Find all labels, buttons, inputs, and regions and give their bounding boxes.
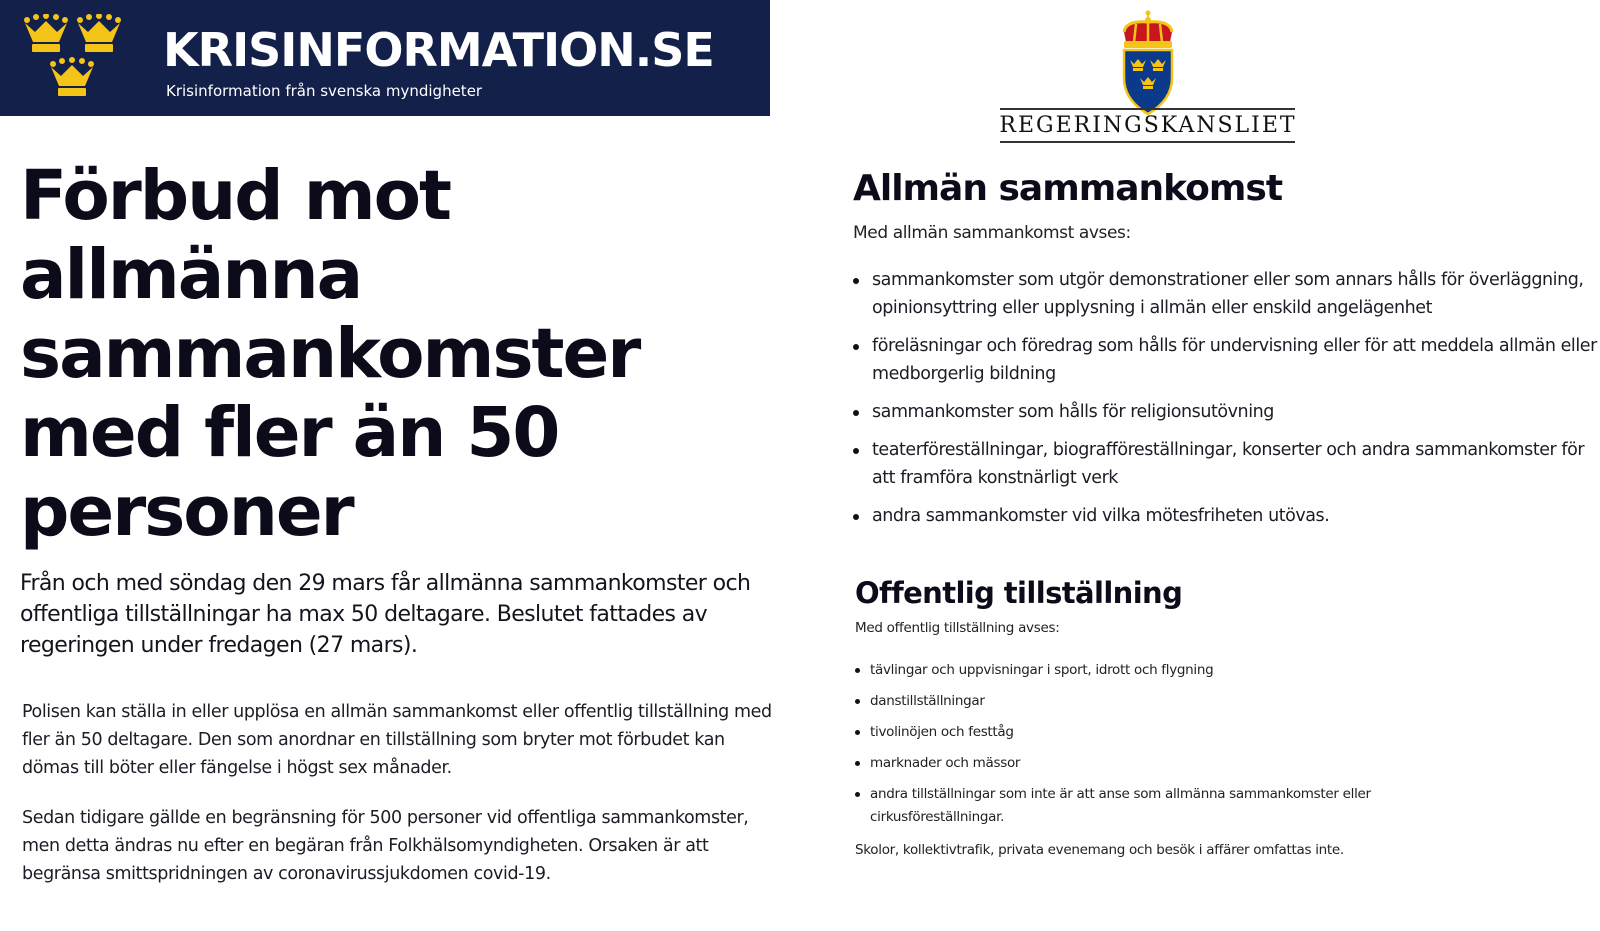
article-headline: Förbud mot allmänna sammankomster med fler än 50 personer (20, 156, 640, 552)
list-item: tävlingar och uppvisningar i sport, idrott och flygning (855, 659, 1415, 682)
section-intro-public: Med offentlig tillställning avses: (855, 620, 1060, 636)
list-item: danstillställningar (855, 690, 1415, 713)
list-item: marknader och mässor (855, 752, 1415, 775)
krisinformation-banner (0, 0, 770, 116)
emblem-divider (1000, 108, 1295, 110)
list-item: teaterföreställningar, biografföreställningar, konserter och andra sammankomster för att framföra konstnärligt verk (853, 436, 1598, 492)
three-crowns-icon (22, 14, 132, 100)
article-paragraph: Polisen kan ställa in eller upplösa en allmän sammankomst eller offentlig tillställning med fler än 50 deltagare. Den som anordnar en tillställning som bryter mot förbudet kan dömas till böter eller fängelse i högst sex månader. (22, 702, 772, 778)
section-heading-general: Allmän sammankomst (853, 168, 1283, 209)
section-intro-general: Med allmän sammankomst avses: (853, 223, 1131, 243)
list-item: andra tillställningar som inte är att anse som allmänna sammankomster eller cirkusföreställningar. (855, 783, 1415, 829)
regeringskansliet-logo (998, 10, 1298, 143)
exemptions-note: Skolor, kollektivtrafik, privata evenemang och besök i affärer omfattas inte. (855, 842, 1344, 858)
list-item: sammankomster som hålls för religionsutövning (853, 398, 1598, 426)
list-item: sammankomster som utgör demonstrationer eller som annars hålls för överläggning, opinionsyttring eller upplysning i allmän eller enskild angelägenhet (853, 266, 1598, 322)
list-item: föreläsningar och föredrag som hålls för undervisning eller för att meddela allmän eller medborgerlig bildning (853, 332, 1598, 388)
royal-crown-shield-icon (1118, 10, 1178, 116)
emblem-divider (1000, 141, 1295, 143)
site-subtitle: Krisinformation från svenska myndigheter (166, 82, 483, 100)
public-event-list (855, 659, 1415, 837)
general-gathering-list (853, 266, 1598, 540)
list-item: tivolinöjen och festtåg (855, 721, 1415, 744)
emblem-name: REGERINGSKANSLIET (999, 113, 1297, 138)
article-lead: Från och med söndag den 29 mars får allmänna sammankomster och offentliga tillställningar ha max 50 deltagare. Beslutet fattades av regeringen under fredagen (27 mars). (20, 571, 751, 658)
site-title: KRISINFORMATION.SE (163, 23, 714, 77)
article-paragraph: Sedan tidigare gällde en begränsning för 500 personer vid offentliga sammankomster, men detta ändras nu efter en begäran från Folkhälsomyndigheten. Orsaken är att begränsa smittspridningen av coronavirussjukdomen covid-19. (22, 808, 749, 884)
list-item: andra sammankomster vid vilka mötesfriheten utövas. (853, 502, 1598, 530)
section-heading-public: Offentlig tillställning (855, 576, 1183, 610)
